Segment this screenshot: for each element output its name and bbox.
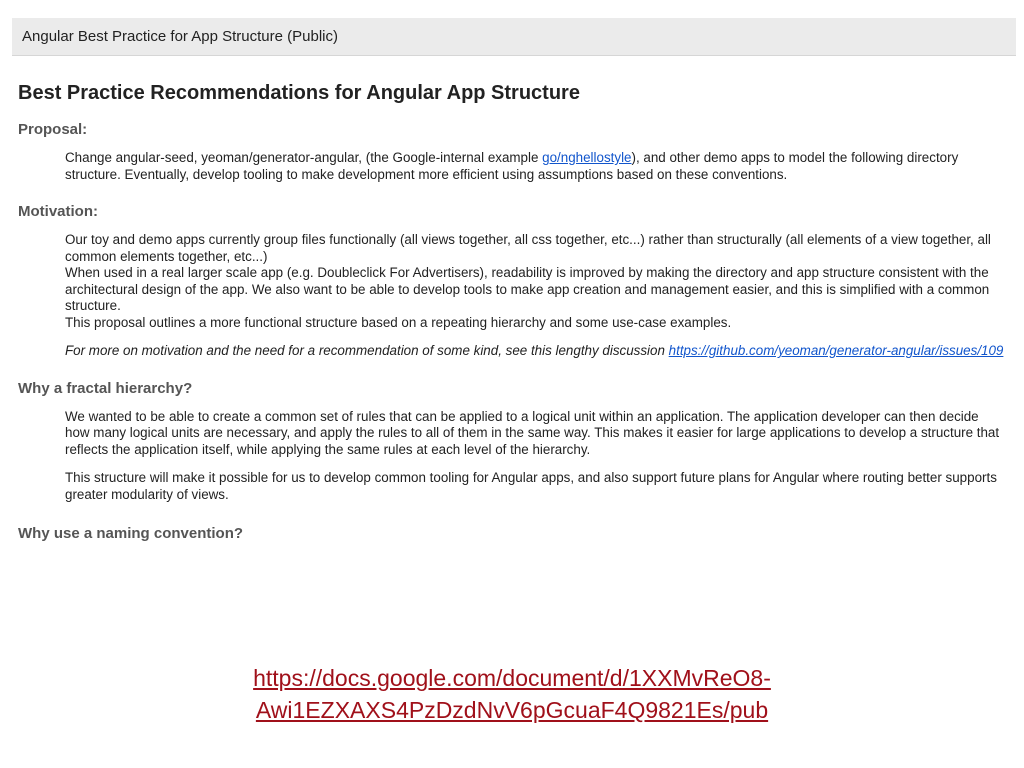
- proposal-paragraph: [65, 150, 1004, 183]
- cut-off-section-heading: Why use a naming convention?: [18, 525, 244, 542]
- fractal-paragraph-2: This structure will make it possible for us to develop common tooling for Angular apps, and also support future plans for Angular where routing better supports greater modularity of views.: [65, 470, 997, 502]
- document-screenshot: [12, 18, 1016, 590]
- document-body: [12, 56, 1016, 542]
- proposal-text-after-link: ), and other demo apps to model the following directory structure. Eventually, develop tooling to make development more efficient using assumptions based on these conventions.: [65, 150, 959, 182]
- motivation-note-text: For more on motivation and the need for a recommendation of some kind, see this lengthy discussion: [65, 343, 669, 358]
- document-header-title: Angular Best Practice for App Structure (Public): [22, 28, 338, 45]
- source-url: [0, 662, 1024, 726]
- fractal-paragraph-1: We wanted to be able to create a common set of rules that can be applied to a logical unit within an application. The application developer can then decide how many logical units are necessary, and apply the rules to all of them in the same way. This makes it easier for large applications to develop a structure that reflects the application itself, while applying the same rules at each level of the hierarchy.: [65, 408, 1000, 457]
- section-heading-motivation: Motivation:: [18, 203, 98, 220]
- section-fractal-hierarchy: [18, 380, 1010, 504]
- source-url-link[interactable]: [253, 665, 771, 723]
- document-title: Best Practice Recommendations for Angular App Structure: [18, 82, 580, 104]
- section-proposal: [18, 121, 1010, 183]
- section-heading-fractal: Why a fractal hierarchy?: [18, 379, 193, 397]
- section-heading-proposal: Proposal:: [18, 121, 88, 138]
- section-motivation: [18, 203, 1010, 360]
- source-url-line-1: https://docs.google.com/document/d/1XXMvReO8-: [253, 665, 771, 691]
- proposal-text-before-link: Change angular-seed, yeoman/generator-angular, (the Google-internal example: [65, 150, 543, 165]
- nghellostyle-link[interactable]: go/nghellostyle: [542, 150, 632, 165]
- github-issue-link[interactable]: https://github.com/yeoman/generator-angular/issues/109: [668, 343, 1004, 358]
- motivation-line-1: Our toy and demo apps currently group files functionally (all views together, all css together, etc...) rather than structurally (all elements of a view together, all common elements together, etc...): [65, 232, 991, 264]
- motivation-line-2: When used in a real larger scale app (e.g. Doubleclick For Advertisers), readability is improved by making the directory and app structure consistent with the architectural design of the app. We also want to be able to develop tools to make app creation and management easier, and this is simplified with a common structure.: [65, 265, 990, 313]
- document-header-bar: [12, 18, 1016, 56]
- motivation-line-3: This proposal outlines a more functional structure based on a repeating hierarchy and some use-case examples.: [65, 314, 732, 330]
- source-url-line-2: Awi1EZXAXS4PzDzdNvV6pGcuaF4Q9821Es/pub: [255, 697, 769, 723]
- motivation-note: [65, 343, 1004, 360]
